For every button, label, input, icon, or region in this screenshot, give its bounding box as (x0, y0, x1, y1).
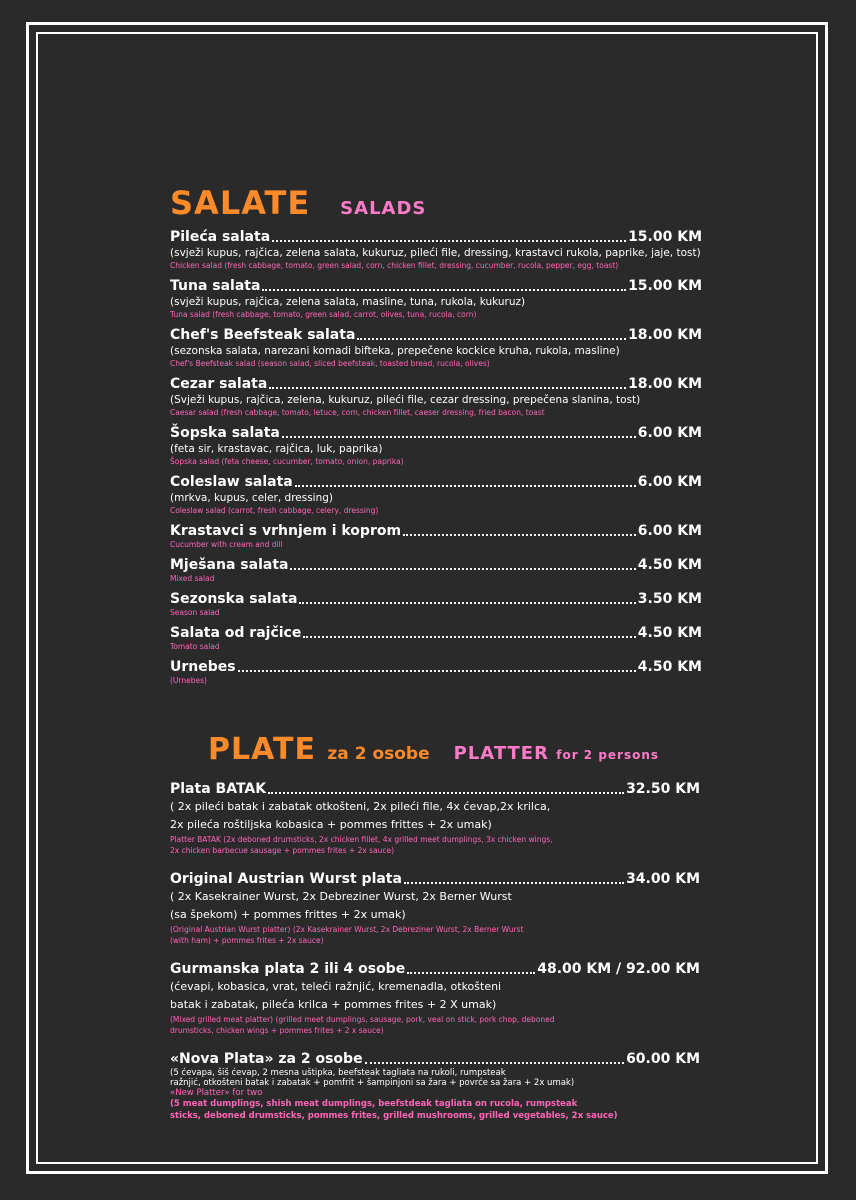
item-translation: Coleslaw salad (carrot, fresh cabbage, celery, dressing) (170, 506, 379, 515)
item-price: 4.50 KM (637, 625, 702, 641)
item-line (170, 1050, 700, 1068)
item-translation: (Mixed grilled meat platter) (grilled meet dumplings, sausage, pork, veal on stick, pork chop, deboned (170, 1015, 555, 1024)
platters-title-main: PLATE (208, 732, 316, 767)
dot-leader (268, 792, 624, 794)
item-price: 6.00 KM (637, 523, 702, 539)
dot-leader (365, 1062, 625, 1064)
platters-title-za: za 2 osobe (327, 744, 430, 764)
dot-leader (269, 387, 626, 389)
dot-leader (403, 534, 636, 536)
item-description: 2x pileća roštiljska kobasica + pommes frittes + 2x umak) (170, 818, 492, 831)
item-translation: 2x chicken barbecue sausage + pommes frites + 2x sauce) (170, 846, 395, 855)
item-line (170, 473, 702, 491)
item-name: Coleslaw salata (170, 474, 293, 490)
item-price: 34.00 KM (626, 871, 700, 887)
item-name: Šopska salata (170, 425, 280, 441)
item-description: (svježi kupus, rajčica, zelena salata, kukuruz, pileći file, dressing, krastavci rukola, paprike, jaje, tost) (170, 247, 701, 259)
item-translation: Platter BATAK (2x deboned drumsticks, 2x chicken fillet, 4x grilled meet dumplings, 3x chicken wings, (170, 835, 553, 844)
item-description: ( 2x Kasekrainer Wurst, 2x Debreziner Wurst, 2x Berner Wurst (170, 890, 512, 903)
platter-item (170, 780, 700, 856)
item-name: Plata BATAK (170, 781, 267, 797)
item-line (170, 228, 702, 246)
menu-item (170, 522, 702, 550)
platter-item (170, 870, 700, 946)
platters-heading (208, 732, 659, 767)
item-price: 48.00 KM / 92.00 KM (537, 961, 700, 977)
item-description: (feta sir, krastavac, rajčica, luk, paprika) (170, 443, 383, 455)
item-name: Gurmanska plata 2 ili 4 osobe (170, 961, 406, 977)
item-translation: drumsticks, chicken wings + pommes frites + 2 x sauce) (170, 1026, 384, 1035)
item-translation: Cucumber with cream and dill (170, 540, 283, 549)
menu-item (170, 658, 702, 686)
dot-leader (295, 485, 636, 487)
item-price: 15.00 KM (628, 229, 702, 245)
item-name: Original Austrian Wurst plata (170, 871, 402, 887)
item-translation: «New Platter» for two (170, 1088, 263, 1098)
item-translation: Caesar salad (fresh cabbage, tomato, letuce, corn, chicken fillet, caeser dressing, fried bacon, toast (170, 408, 545, 417)
item-translation: Mixed salad (170, 574, 215, 583)
platter-item (170, 1050, 700, 1122)
item-price: 18.00 KM (628, 376, 702, 392)
salads-list (170, 228, 702, 686)
item-translation: Šopska salad (feta cheese, cucumber, tomato, onion, paprika) (170, 457, 404, 466)
dot-leader (299, 602, 635, 604)
item-line (170, 780, 700, 798)
item-name: Salata od rajčice (170, 625, 302, 641)
item-line (170, 624, 702, 642)
menu-item (170, 473, 702, 516)
dot-leader (290, 568, 635, 570)
item-description: (ćevapi, kobasica, vrat, teleći ražnjić, kremenadla, otkošteni (170, 980, 502, 993)
dot-leader (262, 289, 626, 291)
item-name: Tuna salata (170, 278, 261, 294)
item-description: (svježi kupus, rajčica, zelena salata, masline, tuna, rukola, kukuruz) (170, 296, 526, 308)
menu-item (170, 590, 702, 618)
item-description: batak i zabatak, pileća krilca + pommes frites + 2 X umak) (170, 998, 497, 1011)
item-translation: Tuna salad (fresh cabbage, tomato, green salad, carrot, olives, tuna, rucola, corn) (170, 310, 477, 319)
salads-section (170, 184, 702, 692)
menu-item (170, 424, 702, 467)
dot-leader (238, 670, 636, 672)
platter-item (170, 960, 700, 1036)
item-name: Cezar salata (170, 376, 268, 392)
item-name: Pileća salata (170, 229, 271, 245)
item-translation: (Urnebes) (170, 676, 207, 685)
item-name: Chef's Beefsteak salata (170, 327, 356, 343)
item-translation: sticks, deboned drumsticks, pommes frites, grilled mushrooms, grilled vegetables, 2x sauce) (170, 1111, 618, 1121)
item-price: 18.00 KM (628, 327, 702, 343)
item-price: 4.50 KM (637, 659, 702, 675)
item-description: (sa špekom) + pommes frittes + 2x umak) (170, 908, 406, 921)
menu-item (170, 326, 702, 369)
item-line (170, 424, 702, 442)
item-name: «Nova Plata» za 2 osobe (170, 1051, 363, 1067)
item-price: 60.00 KM (626, 1051, 700, 1067)
salads-heading (170, 184, 702, 222)
item-translation: Chef's Beefsteak salad (season salad, sliced beefsteak, toasted bread, rucola, olives) (170, 359, 490, 368)
item-line (170, 960, 700, 978)
item-description: (mrkva, kupus, celer, dressing) (170, 492, 334, 504)
dot-leader (407, 972, 535, 974)
platters-title (208, 732, 430, 767)
item-line (170, 556, 702, 574)
item-description: ( 2x pileći batak i zabatak otkošteni, 2x pileći file, 4x ćevap,2x krilca, (170, 800, 551, 813)
platters-subtitle (454, 743, 659, 764)
menu-item (170, 375, 702, 418)
item-line (170, 870, 700, 888)
item-description: ražnjić, otkošteni batak i zabatak + pomfrit + šampinjoni sa žara + povrće sa žara + 2x umak) (170, 1078, 575, 1088)
dot-leader (282, 436, 636, 438)
item-name: Sezonska salata (170, 591, 298, 607)
item-translation: (Original Austrian Wurst platter) (2x Kasekrainer Wurst, 2x Debreziner Wurst, 2x Berner Wurst (170, 925, 524, 934)
item-line (170, 277, 702, 295)
item-price: 6.00 KM (637, 425, 702, 441)
item-translation: (5 meat dumplings, shish meat dumplings, beefstdeak tagliata on rucola, rumpsteak (170, 1099, 578, 1109)
salads-subtitle: SALADS (340, 198, 427, 219)
item-translation: Season salad (170, 608, 220, 617)
menu-item (170, 228, 702, 271)
dot-leader (357, 338, 626, 340)
dot-leader (404, 882, 624, 884)
menu-item (170, 277, 702, 320)
item-description: (Svježi kupus, rajčica, zelena, kukuruz, pileći file, cezar dressing, prepečena slanina, tost) (170, 394, 641, 406)
item-price: 15.00 KM (628, 278, 702, 294)
item-line (170, 326, 702, 344)
item-translation: (with ham) + pommes frites + 2x sauce) (170, 936, 324, 945)
dot-leader (303, 636, 635, 638)
item-line (170, 375, 702, 393)
item-name: Urnebes (170, 659, 236, 675)
item-description: (5 ćevapa, šiš ćevap, 2 mesna uštipka, beefsteak tagliata na rukoli, rumpsteak (170, 1068, 506, 1078)
item-price: 3.50 KM (637, 591, 702, 607)
item-line (170, 590, 702, 608)
item-translation: Chicken salad (fresh cabbage, tomato, green salad, corn, chicken fillet, dressing, cucumber, rucola, pepper, egg, toast) (170, 261, 619, 270)
item-price: 6.00 KM (637, 474, 702, 490)
item-description: (sezonska salata, narezani komadi bifteka, prepečene kockice kruha, rukola, masline) (170, 345, 620, 357)
item-line (170, 658, 702, 676)
item-price: 32.50 KM (626, 781, 700, 797)
menu-item (170, 624, 702, 652)
item-name: Krastavci s vrhnjem i koprom (170, 523, 402, 539)
item-price: 4.50 KM (637, 557, 702, 573)
dot-leader (272, 240, 626, 242)
platters-list (170, 780, 700, 1136)
menu-item (170, 556, 702, 584)
platters-subtitle-main: PLATTER (453, 743, 549, 764)
salads-title: SALATE (170, 184, 311, 222)
platters-subtitle-small: for 2 persons (556, 748, 660, 762)
item-name: Mješana salata (170, 557, 289, 573)
item-line (170, 522, 702, 540)
item-translation: Tomato salad (170, 642, 220, 651)
